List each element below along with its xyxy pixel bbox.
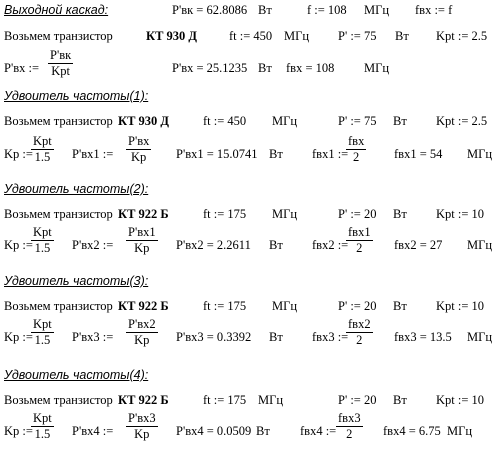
- pvx-result: P'вх3 = 0.3392: [176, 330, 252, 344]
- pvk-unit: Вт: [258, 3, 272, 17]
- ft-assign: ft := 175: [203, 299, 247, 313]
- fvx-denominator: 2: [356, 333, 363, 347]
- transistor-name: КТ 930 Д: [146, 29, 198, 43]
- transistor-name: КТ 930 Д: [118, 114, 170, 128]
- kpt-assign: Kpt := 2.5: [436, 114, 488, 128]
- kp-fraction: [31, 135, 54, 164]
- ft-unit: МГц: [272, 207, 298, 221]
- take-transistor-label: Возьмем транзистор: [4, 114, 113, 128]
- ft-assign: ft := 175: [203, 207, 247, 221]
- fvx-numerator: fвх: [348, 134, 365, 148]
- transistor-name: КТ 922 Б: [118, 299, 169, 313]
- pvx-fraction: [48, 49, 73, 78]
- pvx-lhs: P'вх3 :=: [72, 330, 114, 344]
- pvx-fraction: [126, 318, 158, 347]
- pvx-lhs: P'вх2 :=: [72, 238, 114, 252]
- fvx-result: fвх1 = 54: [394, 147, 443, 161]
- kp-fraction: [31, 412, 54, 441]
- fvx-unit: МГц: [467, 147, 493, 161]
- pvx-denominator: Kp: [134, 427, 150, 441]
- pvx-denominator: Kp: [134, 241, 150, 255]
- pvx-numerator: P'вк: [50, 48, 72, 62]
- p-assign: P' := 75: [338, 114, 377, 128]
- kp-denominator: 1.5: [34, 333, 51, 347]
- f-assign: f := 108: [307, 3, 347, 17]
- kpt-assign: Kpt := 2.5: [436, 29, 488, 43]
- pvx-lhs: P'вх1 :=: [72, 147, 114, 161]
- section-title-output-stage: Выходной каскад:: [4, 3, 109, 17]
- p-unit: Вт: [393, 393, 407, 407]
- ft-unit: МГц: [272, 114, 298, 128]
- section-title-doubler-1: Удвоитель частоты(1):: [4, 89, 149, 103]
- transistor-name: КТ 922 Б: [118, 393, 169, 407]
- fvx-lhs: fвх4 :=: [300, 424, 337, 438]
- ft-unit: МГц: [258, 393, 284, 407]
- ft-assign: ft := 450: [229, 29, 273, 43]
- section-title-doubler-3: Удвоитель частоты(3):: [4, 274, 149, 288]
- pvx-lhs: P'вх :=: [4, 61, 40, 75]
- pvx-unit: Вт: [269, 147, 283, 161]
- pvx-fraction: [126, 412, 158, 441]
- p-assign: P' := 20: [338, 299, 377, 313]
- p-assign: P' := 75: [338, 29, 377, 43]
- pvx-result: P'вх1 = 15.0741: [176, 147, 258, 161]
- section-title-doubler-2: Удвоитель частоты(2):: [4, 182, 149, 196]
- pvx-fraction: [126, 135, 151, 164]
- take-transistor-label: Возьмем транзистор: [4, 207, 113, 221]
- kp-fraction: [31, 318, 54, 347]
- fvx-result: fвх = 108: [286, 61, 335, 75]
- pvx-fraction: [126, 226, 158, 255]
- pvx-unit: Вт: [258, 61, 272, 75]
- fvx-lhs: fвх1 :=: [312, 147, 349, 161]
- ft-assign: ft := 175: [203, 393, 247, 407]
- p-unit: Вт: [393, 114, 407, 128]
- pvx-numerator: P'вх2: [128, 317, 156, 331]
- fvx-denominator: 2: [356, 241, 363, 255]
- fvx-unit: МГц: [447, 424, 473, 438]
- fvx-unit: МГц: [364, 61, 390, 75]
- kp-lhs: Kp :=: [4, 424, 33, 438]
- take-transistor-label: Возьмем транзистор: [4, 299, 113, 313]
- pvx-lhs: P'вх4 :=: [72, 424, 114, 438]
- kp-numerator: Kpt: [33, 317, 52, 331]
- pvx-denominator: Kpt: [51, 64, 70, 78]
- fvx-lhs: fвх3 :=: [312, 330, 349, 344]
- fvx-result: fвх3 = 13.5: [394, 330, 452, 344]
- take-transistor-label: Возьмем транзистор: [4, 393, 113, 407]
- ft-unit: МГц: [272, 299, 298, 313]
- fvx-fraction: [336, 412, 363, 441]
- kp-fraction: [31, 226, 54, 255]
- fvx-lhs: fвх2 :=: [312, 238, 349, 252]
- fvx-numerator: fвх3: [338, 411, 361, 425]
- section-title-doubler-4: Удвоитель частоты(4):: [4, 368, 149, 382]
- pvx-result: P'вх4 = 0.0509: [176, 424, 252, 438]
- fvx-result: fвх2 = 27: [394, 238, 443, 252]
- ft-unit: МГц: [284, 29, 310, 43]
- kp-lhs: Kp :=: [4, 147, 33, 161]
- f-unit: МГц: [364, 3, 390, 17]
- p-assign: P' := 20: [338, 207, 377, 221]
- fvx-unit: МГц: [467, 330, 493, 344]
- take-transistor-label: Возьмем транзистор: [4, 29, 113, 43]
- kpt-assign: Kpt := 10: [436, 299, 485, 313]
- pvx-unit: Вт: [256, 424, 270, 438]
- pvx-result: P'вх = 25.1235: [172, 61, 248, 75]
- fvx-result: fвх4 = 6.75: [383, 424, 441, 438]
- fvx-fraction: [346, 318, 373, 347]
- pvx-result: P'вх2 = 2.2611: [176, 238, 251, 252]
- pvk-value: P'вк = 62.8086: [172, 3, 248, 17]
- fvx-fraction: [346, 135, 366, 164]
- kp-numerator: Kpt: [33, 411, 52, 425]
- kp-lhs: Kp :=: [4, 330, 33, 344]
- ft-assign: ft := 450: [203, 114, 247, 128]
- p-unit: Вт: [393, 299, 407, 313]
- fvx-unit: МГц: [467, 238, 493, 252]
- kp-numerator: Kpt: [33, 134, 52, 148]
- p-unit: Вт: [393, 207, 407, 221]
- pvx-numerator: P'вх3: [128, 411, 156, 425]
- p-assign: P' := 20: [338, 393, 377, 407]
- transistor-name: КТ 922 Б: [118, 207, 169, 221]
- pvx-numerator: P'вх1: [128, 225, 156, 239]
- fvx-assign: fвх := f: [415, 3, 453, 17]
- pvx-unit: Вт: [269, 238, 283, 252]
- fvx-numerator: fвх2: [348, 317, 371, 331]
- p-unit: Вт: [395, 29, 409, 43]
- kp-numerator: Kpt: [33, 225, 52, 239]
- pvx-unit: Вт: [269, 330, 283, 344]
- kp-denominator: 1.5: [34, 427, 51, 441]
- fvx-denominator: 2: [353, 150, 360, 164]
- pvx-numerator: P'вх: [128, 134, 150, 148]
- fvx-denominator: 2: [346, 427, 353, 441]
- pvx-denominator: Kp: [134, 333, 150, 347]
- kp-denominator: 1.5: [34, 150, 51, 164]
- fvx-fraction: [346, 226, 373, 255]
- pvx-denominator: Kp: [131, 150, 147, 164]
- kpt-assign: Kpt := 10: [436, 207, 485, 221]
- kp-denominator: 1.5: [34, 241, 51, 255]
- kpt-assign: Kpt := 10: [436, 393, 485, 407]
- kp-lhs: Kp :=: [4, 238, 33, 252]
- fvx-numerator: fвх1: [348, 225, 371, 239]
